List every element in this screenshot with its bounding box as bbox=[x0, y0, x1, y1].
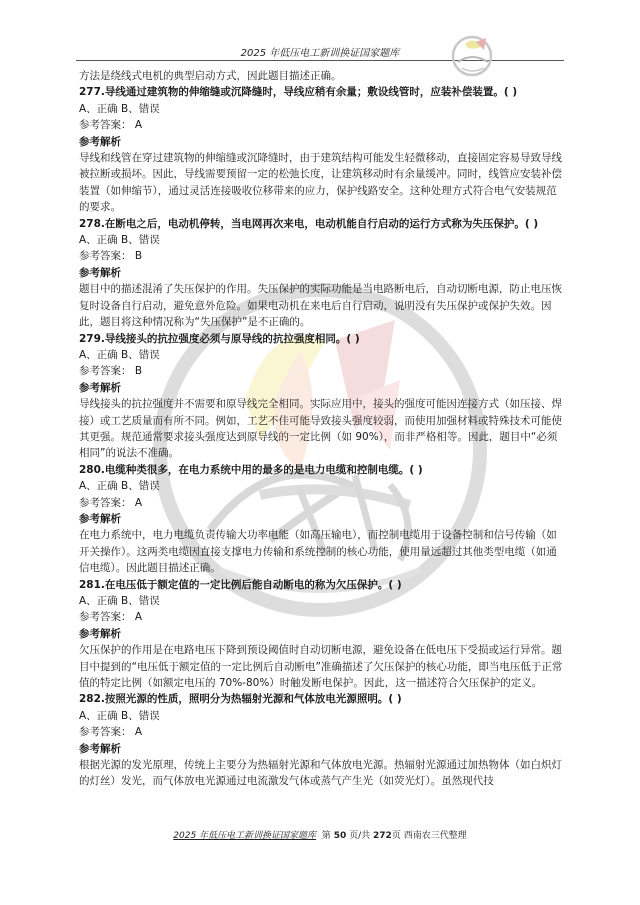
analysis-heading: 参考解析 bbox=[79, 742, 121, 755]
analysis-heading: 参考解析 bbox=[79, 627, 121, 640]
reference-answer: 参考答案： A bbox=[79, 726, 143, 739]
analysis-heading: 参考解析 bbox=[79, 266, 121, 279]
analysis-heading: 参考解析 bbox=[79, 512, 121, 525]
reference-answer: 参考答案： A bbox=[79, 496, 143, 509]
analysis-text: 根据光源的发光原理，传统上主要分为热辐射光源和气体放电光源。热辐射光源通过加热物体（如白炽灯的灯丝）发光，而气体放电光源通过电流激发气体或蒸气产生光（如荧光灯）。虽然现代技 bbox=[79, 759, 562, 788]
footer-page-prefix: 第 bbox=[321, 831, 331, 841]
question-options: A、正确 B、错误 bbox=[79, 595, 160, 607]
page-header: 2025 年低压电工新训换证国家题库 bbox=[240, 48, 400, 59]
footer-page-mid: 页/共 bbox=[349, 831, 371, 841]
reference-answer: 参考答案： B bbox=[79, 250, 143, 263]
footer-page-total: 272 bbox=[373, 831, 392, 841]
footer-title: 2025 年低压电工新训换证国家题库 bbox=[173, 831, 317, 841]
question-options: A、正确 B、错误 bbox=[79, 480, 160, 493]
footer-page-suffix: 页 bbox=[391, 831, 401, 841]
question-options: A、正确 B、错误 bbox=[79, 102, 160, 115]
reference-answer: 参考答案： A bbox=[79, 611, 143, 624]
footer-author: 西南农三代整理 bbox=[403, 831, 467, 841]
footer-page-number: 50 bbox=[333, 831, 347, 841]
content-line: 方法是绕线式电机的典型启动方式，因此题目描述正确。 bbox=[79, 70, 342, 82]
page-footer bbox=[0, 828, 640, 841]
question-277: 277.导线通过建筑物的伸缩缝或沉降缝时，导线应稍有余量；敷设线管时，应装补偿装置。( ) bbox=[79, 86, 518, 99]
reference-answer: 参考答案： B bbox=[79, 365, 143, 378]
analysis-text: 欠压保护的作用是在电路电压下降到预设阈值时自动切断电源，避免设备在低电压下受损或运行异常。题目中提到的“电压低于额定值的一定比例后自动断电”准确描述了欠压保护的核心功能，即当电压低于正常值的特定比例（如额定电压的 70%-80%）时触发断电保护。因此，这一描述符合欠压保护的定义。 bbox=[79, 644, 563, 690]
question-282: 282.按照光源的性质，照明分为热辐射光源和气体放电光源照明。( ) bbox=[79, 693, 402, 706]
question-279: 279.导线接头的抗拉强度必须与原导线的抗拉强度相同。( ) bbox=[79, 332, 360, 345]
analysis-heading: 参考解析 bbox=[79, 381, 121, 394]
analysis-heading: 参考解析 bbox=[79, 135, 121, 148]
question-options: A、正确 B、错误 bbox=[79, 709, 160, 722]
question-280: 280.电缆种类很多，在电力系统中用的最多的是电力电缆和控制电缆。( ) bbox=[79, 463, 423, 476]
question-278: 278.在断电之后，电动机停转，当电网再次来电，电动机能自行启动的运行方式称为失压保护。( ) bbox=[79, 217, 539, 230]
reference-answer: 参考答案： A bbox=[79, 119, 143, 132]
analysis-text: 导线接头的抗拉强度并不需要和原导线完全相同。实际应用中，接头的强度可能因连接方式（如压接、焊接）或工艺质量而有所不同。例如，工艺不佳可能导致接头强度较弱，而使用加强材料或特殊技术可能使其更强。规范通常要求接头强度达到原导线的一定比例（如 90%），而非严格相等。因此，题目中“必须相同”的说法不准确。 bbox=[79, 398, 562, 460]
question-options: A、正确 B、错误 bbox=[79, 348, 160, 361]
question-options: A、正确 B、错误 bbox=[79, 234, 160, 247]
document-body bbox=[79, 68, 567, 790]
analysis-text: 导线和线管在穿过建筑物的伸缩缝或沉降缝时，由于建筑结构可能发生轻微移动，直接固定容易导致导线被拉断或损坏。因此，导线需要预留一定的松弛长度，让建筑移动时有余量缓冲。同时，线管应安装补偿装置（如伸缩节），通过灵活连接吸收位移带来的应力，保护线路安全。这种处理方式符合电气安装规范的要求。 bbox=[79, 152, 562, 214]
analysis-text: 在电力系统中，电力电缆负责传输大功率电能（如高压输电），而控制电缆用于设备控制和信号传输（如开关操作）。这两类电缆因直接支撑电力传输和系统控制的核心功能，使用量远超过其他类型电缆（如通信电缆）。因此题目描述正确。 bbox=[79, 529, 557, 575]
question-281: 281.在电压低于额定值的一定比例后能自动断电的称为欠压保护。( ) bbox=[79, 578, 402, 591]
analysis-text: 题目中的描述混淆了失压保护的作用。失压保护的实际功能是当电路断电后，自动切断电源，防止电压恢复时设备自行启动，避免意外危险。如果电动机在来电后自行启动，说明没有失压保护或保护失效。因此，题目将这种情况称为“失压保护”是不正确的。 bbox=[79, 283, 562, 329]
